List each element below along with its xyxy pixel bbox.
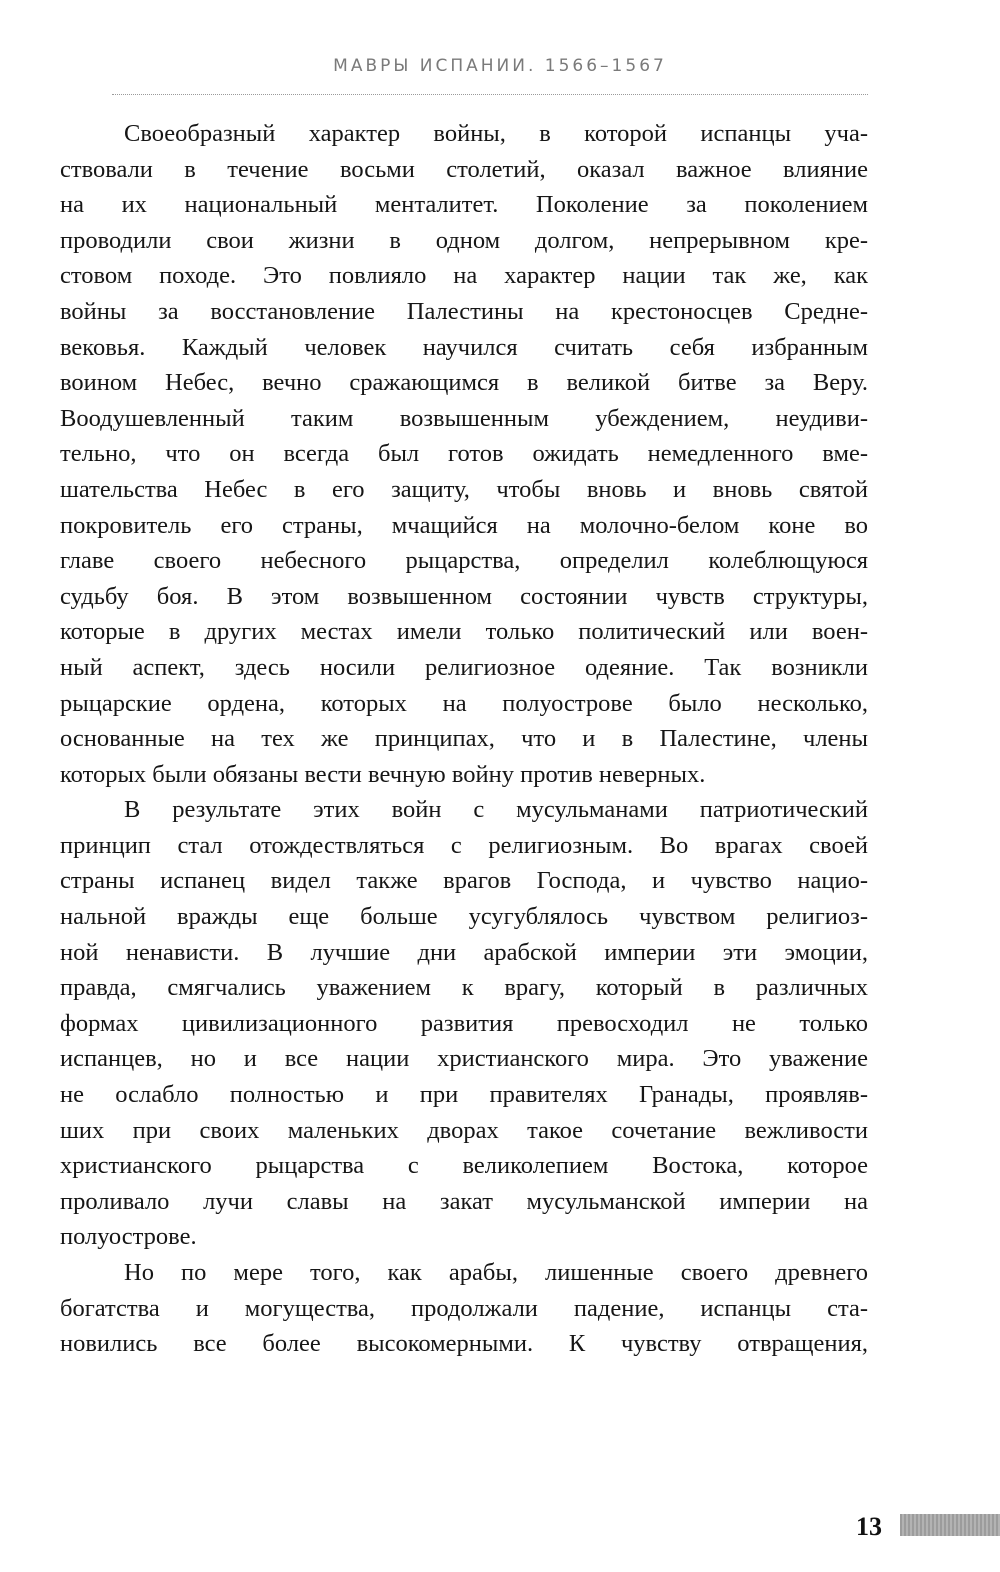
text-line: Воодушевленный таким возвышенным убеждением, неудиви- (60, 404, 868, 432)
text-line: новились все более высокомерными. К чувству отвращения, (60, 1330, 868, 1358)
text-line: проводили свои жизни в одном долгом, непрерывном кре- (60, 226, 868, 254)
text-line: нальной вражды еще больше усугублялось чувством религиоз- (60, 903, 868, 931)
text-line: ших при своих маленьких дворах такое сочетание вежливости (60, 1116, 868, 1144)
text-line: тельно, что он всегда был готов ожидать немедленного вме- (60, 440, 868, 468)
text-line: вековья. Каждый человек научился считать себя избранным (60, 333, 868, 361)
text-line: главе своего небесного рыцарства, определил колеблющуюся (60, 547, 868, 575)
text-line: Но по мере того, как арабы, лишенные своего древнего (124, 1259, 868, 1286)
text-line: покровитель его страны, мчащийся на молочно-белом коне во (60, 511, 868, 539)
text-line: стовом походе. Это повлияло на характер нации так же, как (60, 262, 868, 290)
text-line: принцип стал отождествляться с религиозным. Во врагах своей (60, 831, 868, 859)
running-head: МАВРЫ ИСПАНИИ. 1566–1567 (333, 56, 667, 76)
text-line: ствовали в течение восьми столетий, оказал важное влияние (60, 155, 868, 183)
text-line: полуострове. (60, 1223, 197, 1251)
text-line: которых были обязаны вести вечную войну против неверных. (60, 760, 706, 788)
text-line: богатства и могущества, продолжали падение, испанцы ста- (60, 1294, 868, 1322)
text-line: ный аспект, здесь носили религиозное одеяние. Так возникли (60, 653, 868, 681)
text-line: проливало лучи славы на закат мусульманской империи на (60, 1187, 868, 1215)
text-line: на их национальный менталитет. Поколение за поколением (60, 191, 868, 219)
paragraph (60, 792, 868, 1255)
text-line: основанные на тех же принципах, что и в Палестине, члены (60, 725, 868, 753)
text-line: шательства Небес в его защиту, чтобы вновь и вновь святой (60, 475, 868, 503)
text-line: судьбу боя. В этом возвышенном состоянии чувств структуры, (60, 582, 868, 610)
text-line: христианского рыцарства с великолепием Востока, которое (60, 1152, 868, 1180)
text-line: испанцев, но и все нации христианского мира. Это уважение (60, 1045, 868, 1073)
folio-bar (900, 1514, 1000, 1536)
text-line: ной ненависти. В лучшие дни арабской империи эти эмоции, (60, 938, 868, 966)
text-line: правда, смягчались уважением к врагу, который в различных (60, 974, 868, 1002)
text-line: не ослабло полностью и при правителях Гранады, проявляв- (60, 1081, 868, 1109)
body-text (60, 116, 868, 1362)
paragraph (60, 116, 868, 792)
header-rule (112, 94, 868, 95)
text-line: которые в других местах имели только политический или воен- (60, 618, 868, 646)
text-line: формах цивилизационного развития превосходил не только (60, 1009, 868, 1037)
text-line: воином Небес, вечно сражающимся в великой битве за Веру. (60, 369, 868, 397)
text-line: рыцарские ордена, которых на полуострове было несколько, (60, 689, 868, 717)
page-number: 13 (856, 1512, 882, 1541)
text-line: Своеобразный характер войны, в которой испанцы уча- (124, 120, 868, 147)
text-line: В результате этих войн с мусульманами патриотический (124, 796, 868, 824)
paragraph (60, 1255, 868, 1362)
text-line: войны за восстановление Палестины на крестоносцев Средне- (60, 297, 868, 325)
text-line: страны испанец видел также врагов Господа, и чувство нацио- (60, 867, 868, 895)
